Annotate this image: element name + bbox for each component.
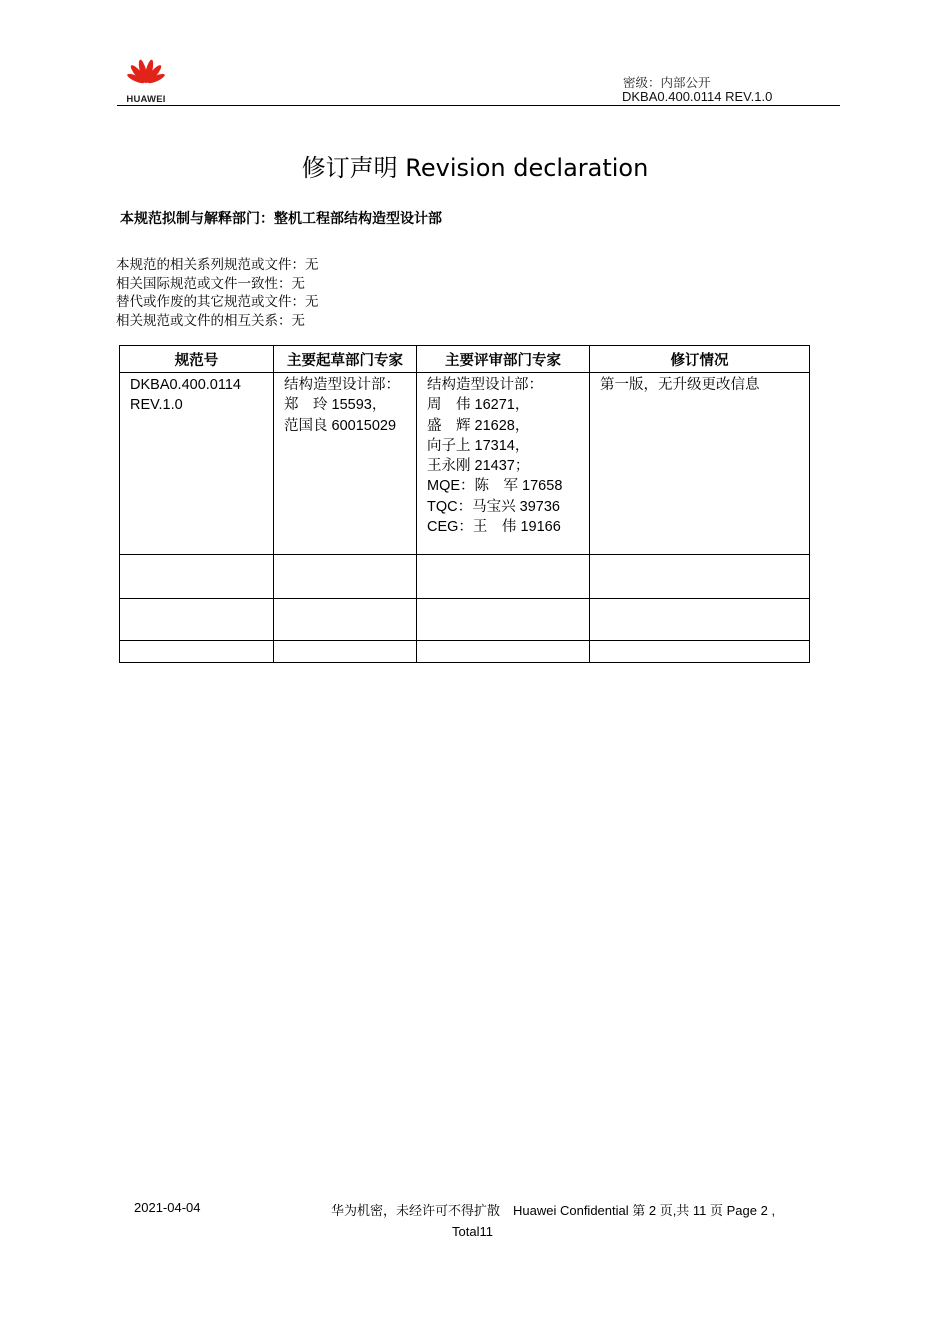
footer-date: 2021-04-04 (134, 1200, 201, 1215)
empty-cell (120, 599, 274, 641)
cell-line: 范国良 60015029 (284, 417, 397, 434)
empty-cell (417, 641, 590, 663)
cell-line: DKBA0.400.0114 (130, 377, 241, 393)
page-title: 修订声明 Revision declaration (301, 154, 649, 182)
classification-label: 密级：内部公开 (623, 75, 711, 90)
cell-line: 第一版，无升级更改信息 (600, 377, 760, 393)
empty-cell (274, 599, 417, 641)
cell-line: CEG：王 伟 19166 (427, 519, 561, 536)
footer-total: Total11 (452, 1224, 493, 1239)
empty-cell (274, 555, 417, 599)
logo-text: HUAWEI (126, 94, 166, 105)
cell-line: MQE：陈 军 17658 (427, 478, 563, 495)
empty-cell (120, 555, 274, 599)
huawei-logo (118, 58, 174, 106)
revision-table (119, 345, 810, 663)
footer-confidential: 华为机密，未经许可不得扩散 Huawei Confidential 第 2 页,共 11 页 Page 2 , (331, 1203, 776, 1218)
column-header: 主要评审部门专家 (417, 346, 590, 373)
empty-cell (120, 641, 274, 663)
empty-cell (417, 555, 590, 599)
cell-line: 向子上 17314， (427, 437, 530, 454)
info-line: 相关规范或文件的相互关系：无 (116, 312, 305, 329)
cell-line: 盛 辉 21628， (427, 417, 530, 434)
empty-cell (417, 599, 590, 641)
cell-line: REV.1.0 (130, 397, 183, 414)
info-line: 本规范的相关系列规范或文件：无 (116, 257, 319, 273)
empty-cell (590, 555, 810, 599)
column-header: 修订情况 (590, 346, 810, 373)
info-line: 相关国际规范或文件一致性：无 (116, 275, 305, 292)
empty-cell (590, 641, 810, 663)
header-doc-number: DKBA0.400.0114 REV.1.0 (622, 89, 773, 104)
header-divider (117, 105, 840, 106)
cell-line: 结构造型设计部： (284, 377, 400, 393)
cell-line: TQC：马宝兴 39736 (427, 498, 560, 515)
huawei-petals-icon (118, 58, 174, 94)
table-row-empty (120, 641, 810, 663)
department-line: 本规范拟制与解释部门：整机工程部结构造型设计部 (120, 211, 442, 227)
table-header-row (120, 346, 810, 373)
spec-number-cell (120, 373, 274, 555)
reviewers-cell (417, 373, 590, 555)
revision-status-cell (590, 373, 810, 555)
related-docs-info (116, 256, 319, 330)
table-row (120, 373, 810, 555)
info-line: 替代或作废的其它规范或文件：无 (116, 294, 319, 310)
table-row-empty (120, 599, 810, 641)
drafters-cell (274, 373, 417, 555)
table-row-empty (120, 555, 810, 599)
cell-line: 结构造型设计部： (427, 377, 543, 393)
empty-cell (274, 641, 417, 663)
empty-cell (590, 599, 810, 641)
cell-line: 王永刚 21437； (427, 458, 530, 475)
column-header: 规范号 (120, 346, 274, 373)
cell-line: 周 伟 16271， (427, 397, 530, 414)
cell-line: 郑 玲 15593， (284, 397, 387, 414)
column-header: 主要起草部门专家 (274, 346, 417, 373)
